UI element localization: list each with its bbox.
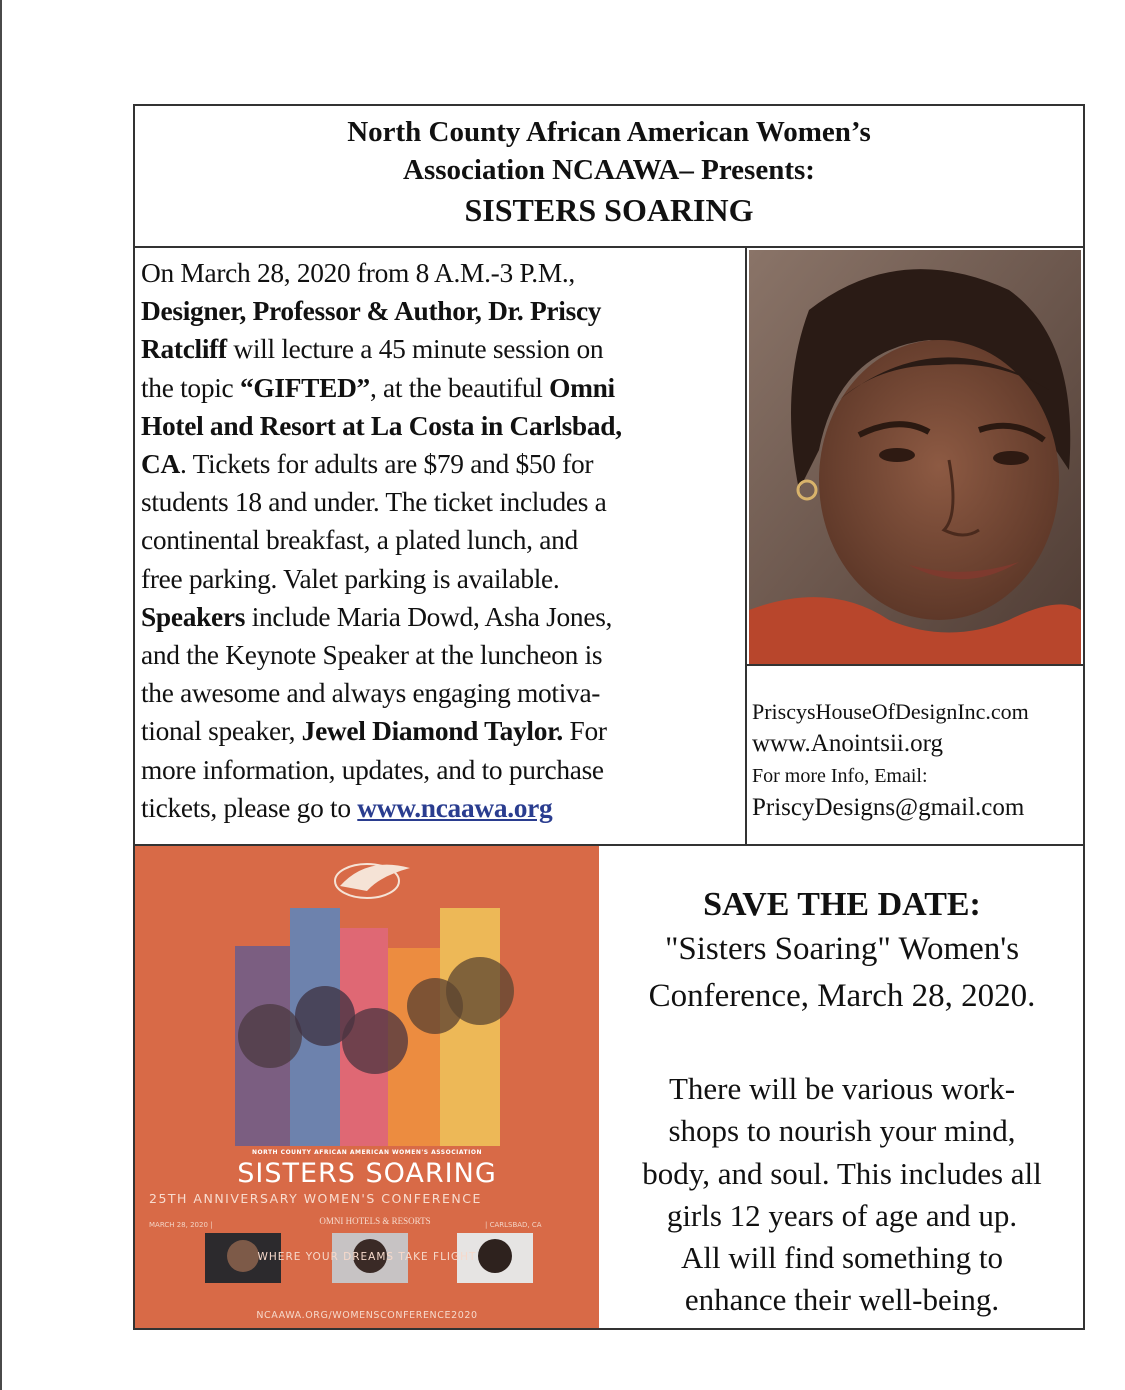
column-divider	[745, 246, 747, 844]
save-line-3: Conference, March 28, 2020.	[648, 978, 1036, 1014]
save-desc-line: enhance their well-being.	[684, 1282, 1000, 1318]
save-desc-line: body, and soul. This includes all	[642, 1155, 1042, 1191]
desc-line: continental breakfast, a plated lunch, and	[141, 525, 578, 556]
desc-line: tional speaker, Jewel Diamond Taylor. For	[141, 716, 607, 747]
photo-divider	[747, 664, 1083, 666]
save-desc-line: shops to nourish your mind,	[668, 1113, 1016, 1149]
poster-city: | CARLSBAD, CA	[485, 1221, 542, 1229]
desc-line: more information, updates, and to purchase	[141, 754, 604, 785]
desc-line: Speakers include Maria Dowd, Asha Jones,	[141, 601, 613, 632]
poster-title: SISTERS SOARING	[237, 1158, 497, 1189]
event-flyer	[133, 104, 1085, 1330]
flyer-header	[135, 106, 1083, 248]
save-desc-line: All will find something to	[680, 1240, 1004, 1276]
save-desc-line: girls 12 years of age and up.	[666, 1197, 1018, 1233]
website-1: PriscysHouseOfDesignInc.com	[752, 699, 1029, 724]
info-label: For more Info, Email:	[752, 765, 928, 787]
contact-email: PriscyDesigns@gmail.com	[752, 794, 1025, 821]
desc-line: CA. Tickets for adults are $79 and $50 for	[141, 449, 594, 480]
desc-line: On March 28, 2020 from 8 A.M.-3 P.M.,	[141, 258, 575, 288]
save-line-2: "Sisters Soaring" Women's	[664, 931, 1020, 967]
desc-line: free parking. Valet parking is available.	[141, 563, 560, 594]
left-frame-line	[0, 0, 2, 1390]
desc-line: and the Keynote Speaker at the luncheon is	[141, 640, 603, 671]
contact-info	[752, 696, 1082, 824]
header-line-2: Association NCAAWA– Presents:	[403, 154, 815, 186]
poster-subtitle: 25TH ANNIVERSARY WOMEN'S CONFERENCE	[149, 1191, 482, 1206]
save-description	[599, 1068, 1085, 1322]
header-line-1: North County African American Women’s	[347, 116, 871, 148]
desc-line: tickets, please go to www.ncaawa.org	[141, 792, 553, 823]
desc-line: Ratcliff will lecture a 45 minute session on	[141, 334, 604, 365]
desc-line: Designer, Professor & Author, Dr. Priscy	[141, 296, 602, 327]
desc-line: students 18 and under. The ticket includes a	[141, 487, 607, 518]
website-2: www.Anointsii.org	[752, 730, 943, 757]
poster-tagline: WHERE YOUR DREAMS TAKE FLIGHT	[257, 1251, 477, 1263]
desc-line: the awesome and always engaging motiva-	[141, 678, 601, 709]
desc-line: the topic “GIFTED”, at the beautiful Omni	[141, 372, 615, 403]
ncaawa-website-link[interactable]: www.ncaawa.org	[357, 792, 553, 823]
save-desc-line: There will be various work-	[668, 1071, 1016, 1106]
event-title: SISTERS SOARING	[464, 192, 754, 228]
conference-poster	[135, 846, 599, 1328]
save-the-date-section	[599, 846, 1085, 1328]
omni-hotels-logo: OMNI HOTELS & RESORTS	[319, 1216, 431, 1226]
poster-url: NCAAWA.ORG/WOMENSCONFERENCE2020	[256, 1310, 478, 1321]
desc-line: Hotel and Resort at La Costa in Carlsbad,	[141, 410, 622, 441]
poster-date: MARCH 28, 2020 |	[149, 1221, 213, 1229]
event-description	[141, 254, 745, 827]
speaker-photo	[749, 250, 1081, 664]
speaker-portrait-image	[749, 250, 1081, 664]
poster-org-name: NORTH COUNTY AFRICAN AMERICAN WOMEN'S ASSOCIATION	[251, 1149, 482, 1156]
save-the-date-title: SAVE THE DATE:	[703, 886, 981, 923]
